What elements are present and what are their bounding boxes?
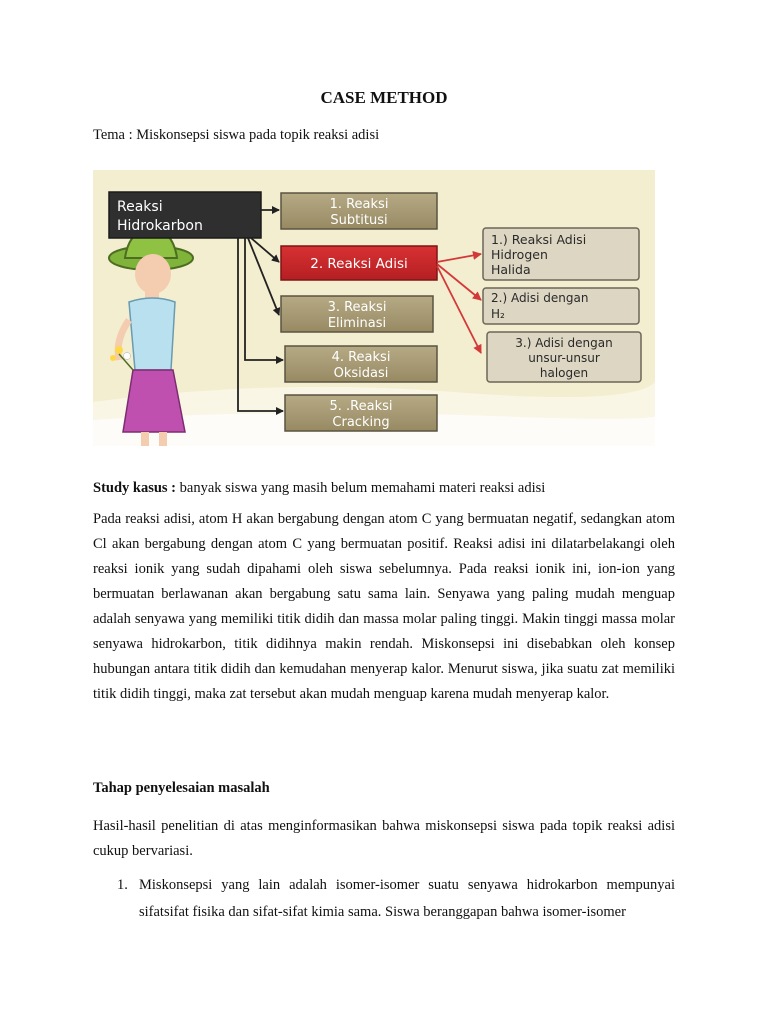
sub-box-1-line-3: Halida (491, 262, 531, 277)
section-heading: Tahap penyelesaian masalah (93, 780, 270, 796)
study-case-line (93, 476, 675, 501)
sub-box-1-line-2: Hidrogen (491, 247, 548, 262)
main-box-line-1: Reaksi (117, 199, 163, 215)
numbered-list (93, 872, 675, 926)
box-4-line-1: 4. Reaksi (331, 350, 391, 365)
box-4-line-2: Oksidasi (333, 366, 389, 381)
theme-line: Tema : Miskonsepsi siswa pada topik reaksi adisi (93, 127, 380, 143)
study-case-label: Study kasus : (93, 480, 177, 496)
sub-box-2-line-1: 2.) Adisi dengan (491, 291, 589, 305)
list-item-number: 1. (117, 877, 128, 893)
reaction-diagram-figure (93, 170, 655, 446)
sub-box-1-line-1: 1.) Reaksi Adisi (491, 232, 587, 247)
sub-box-3-line-2: unsur-unsur (528, 351, 600, 365)
box-3-line-1: 3. Reaksi (327, 300, 387, 315)
document-title: CASE METHOD (320, 88, 448, 107)
sub-box-3-line-3: halogen (539, 366, 589, 380)
paragraph-miskonsepsi: Pada reaksi adisi, atom H akan bergabung dengan atom C yang bermuatan negatif, sedangkan atom Cl akan bergabung dengan atom C yang bermuatan positif. Reaksi adisi ini dilatarbelakangi oleh reaksi ionik yang sudah dipahami oleh siswa sebelumnya. Pada reaksi ionik ini, ion-ion yang bermuatan berlawanan akan bergabung satu sama lain. Senyawa yang paling mudah menguap adalah senyawa yang memiliki titik didih dan massa molar paling tinggi. Makin tinggi massa molar senyawa hidrokarbon, titik didihnya makin rendah. Miskonsepsi ini disebabkan oleh konsep hubungan antara titik didih dan kemudahan menyerap kalor. Menurut siswa, jika suatu zat memiliki titik didih tinggi, maka zat tersebut akan mudah menguap karena mudah menyerap kalor. (93, 511, 675, 702)
list-item-text: Miskonsepsi yang lain adalah isomer-isomer suatu senyawa hidrokarbon mempunyai sifatsifat fisika dan sifat-sifat kimia sama. Siswa beranggapan bahwa isomer-isomer (139, 877, 675, 920)
box-5-line-1: 5. .Reaksi (329, 399, 393, 414)
list-item (93, 872, 675, 926)
paragraph-hasil-penelitian: Hasil-hasil penelitian di atas menginformasikan bahwa miskonsepsi siswa pada topik reaksi adisi cukup bervariasi. (93, 818, 675, 859)
main-box-line-2: Hidrokarbon (117, 218, 203, 234)
box-1-line-1: 1. Reaksi (329, 197, 389, 212)
box-1-line-2: Subtitusi (330, 213, 388, 228)
box-3-line-2: Eliminasi (327, 316, 387, 331)
sub-box-2-line-2: H₂ (491, 307, 505, 321)
study-case-text: banyak siswa yang masih belum memahami materi reaksi adisi (176, 480, 546, 496)
box-5-line-2: Cracking (332, 415, 390, 430)
box-2-line-1: 2. Reaksi Adisi (310, 256, 408, 272)
sub-box-3-line-1: 3.) Adisi dengan (515, 336, 613, 350)
